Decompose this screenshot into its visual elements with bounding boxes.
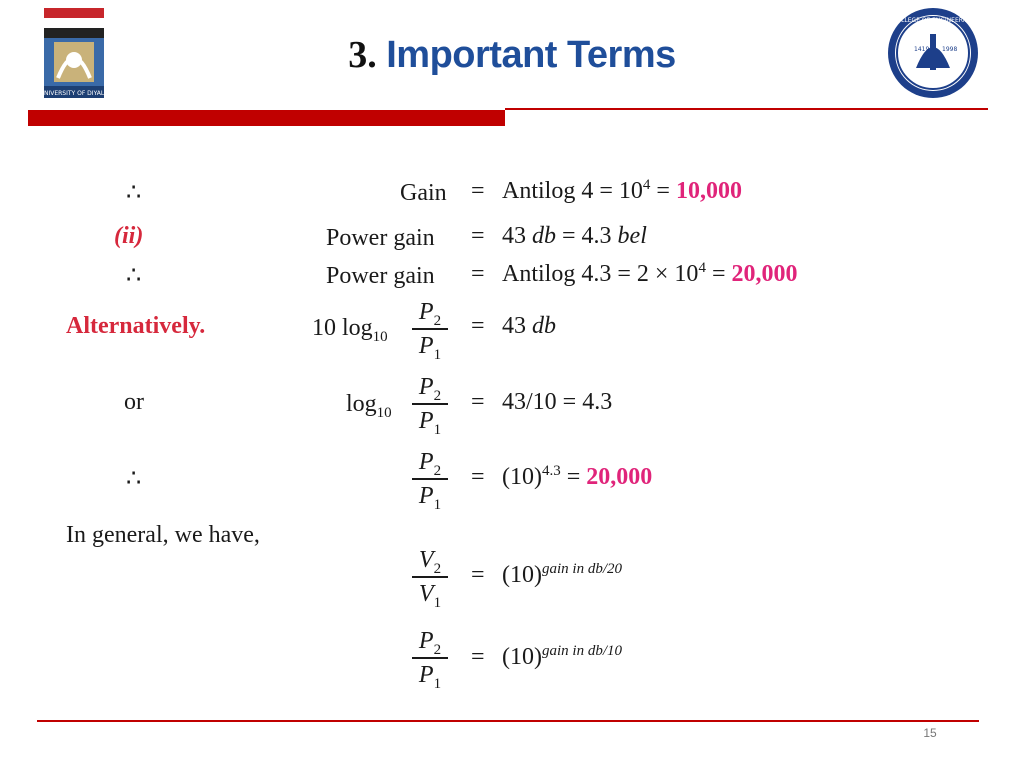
or-label: or	[124, 389, 144, 415]
svg-text:UNIVERSITY OF DIYALA: UNIVERSITY OF DIYALA	[39, 90, 109, 97]
title-number: 3.	[348, 34, 377, 76]
title-text: Important Terms	[386, 34, 676, 76]
gain-result: 10,000	[675, 178, 742, 204]
fraction-p2-p1: $P_2$ $P_1$	[410, 298, 450, 360]
footer-rule	[37, 720, 979, 722]
ratio-result: 20,000	[586, 464, 653, 490]
therefore-symbol: ∴	[126, 466, 142, 492]
general-label: In general, we have,	[66, 522, 260, 548]
college-logo	[886, 6, 980, 100]
equals-sign: =	[471, 464, 485, 490]
equals-sign: =	[471, 562, 485, 588]
gain-lhs: Gain	[400, 180, 447, 206]
equals-sign: =	[471, 313, 485, 339]
part-ii-label: (ii)	[114, 223, 144, 249]
power-rhs: $(10)^{gain in db/10}$	[502, 643, 622, 670]
svg-text:1998: 1998	[942, 46, 958, 53]
svg-text:1419: 1419	[914, 46, 930, 53]
power-gain-rhs: 43 db = 4.3 bel	[502, 223, 647, 249]
therefore-symbol: ∴	[126, 180, 142, 206]
power-gain-result: 20,000	[731, 261, 798, 287]
or-lhs: $\log_{10}$	[346, 391, 392, 421]
alternatively-lhs: 10 $\log_{10}$	[312, 315, 388, 345]
ratio-rhs: $(10)^{4.3} = 20,000$	[502, 463, 653, 490]
header-accent-bar	[28, 110, 505, 126]
fraction-p2-p1: $P_2$ $P_1$	[410, 448, 450, 510]
equals-sign: =	[471, 261, 485, 287]
equals-sign: =	[471, 644, 485, 670]
power-gain-antilog-lhs: Power gain	[326, 263, 435, 289]
or-rhs: 43/10 = 4.3	[502, 389, 613, 415]
page-title	[0, 30, 1024, 80]
page-number: 15	[923, 726, 937, 740]
alternatively-rhs: 43 db	[502, 313, 556, 339]
equals-sign: =	[471, 178, 485, 204]
fraction-p2-p1: $P_2$ $P_1$	[410, 627, 450, 689]
power-gain-lhs: Power gain	[326, 225, 435, 251]
fraction-p2-p1: $P_2$ $P_1$	[410, 373, 450, 435]
equals-sign: =	[471, 389, 485, 415]
fraction-v2-v1: $V_2$ $V_1$	[410, 546, 450, 608]
svg-text:COLLEGE OF ENGINEERING: COLLEGE OF ENGINEERING	[892, 17, 974, 24]
therefore-symbol: ∴	[126, 263, 142, 289]
gain-rhs: Antilog $4 = 10^4 = 10,000$	[502, 177, 742, 204]
power-gain-antilog-rhs: Antilog $4.3 = 2 \times 10^4 = 20,000$	[502, 260, 798, 287]
alternatively-label: Alternatively.	[66, 313, 206, 339]
header-rule	[505, 108, 988, 110]
equals-sign: =	[471, 223, 485, 249]
voltage-rhs: $(10)^{gain in db/20}$	[502, 561, 622, 588]
